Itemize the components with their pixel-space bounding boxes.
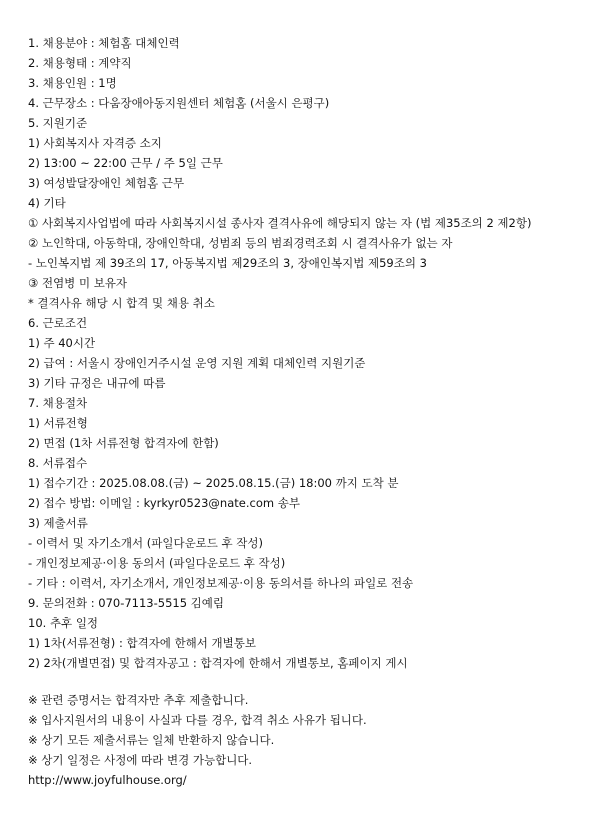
list-item: 1) 사회복지사 자격증 소지 [28,136,162,150]
section-heading: 6. 근로조건 [28,316,88,330]
list-item: 3) 여성발달장애인 체험홈 근무 [28,176,185,190]
note-line: ※ 입사지원서의 내용이 사실과 다를 경우, 합격 취소 사유가 됩니다. [28,713,367,727]
list-item: ① 사회복지사업법에 따라 사회복지시설 종사자 결격사유에 해당되지 않는 자 (법 제35조의 2 제2항) [28,216,532,230]
list-item: 2) 면접 (1차 서류전형 합격자에 한함) [28,436,219,450]
job-posting-document [28,33,588,790]
website-link[interactable]: http://www.joyfulhouse.org/ [28,773,187,787]
list-item: - 노인복지법 제 39조의 17, 아동복지법 제29조의 3, 장애인복지법 제59조의 3 [28,256,427,270]
field-line: 1. 채용분야 : 체험홈 대체인력 [28,36,180,50]
note-line: ※ 상기 일정은 사정에 따라 변경 가능합니다. [28,753,253,767]
section-heading: 10. 추후 일정 [28,616,99,630]
workplace-line: 4. 근무장소 : 다움장애아동지원센터 체험홈 (서울시 은평구) [28,96,330,110]
list-item: - 이력서 및 자기소개서 (파일다운로드 후 작성) [28,536,264,550]
list-item: 3) 제출서류 [28,516,88,530]
list-item: - 기타 : 이력서, 자기소개서, 개인정보제공·이용 동의서를 하나의 파일로 전송 [28,576,414,590]
list-item: ② 노인학대, 아동학대, 장애인학대, 성범죄 등의 범죄경력조회 시 결격사유가 없는 자 [28,236,453,250]
list-item: 4) 기타 [28,196,66,210]
section-heading: 8. 서류접수 [28,456,88,470]
list-item: 2) 2차(개별면접) 및 합격자공고 : 합격자에 한해서 개별통보, 홈페이지 게시 [28,656,408,670]
list-item: * 결격사유 해당 시 합격 및 채용 취소 [28,296,215,310]
list-item: - 개인정보제공·이용 동의서 (파일다운로드 후 작성) [28,556,286,570]
contact-line: 9. 문의전화 : 070-7113-5515 김예림 [28,596,225,610]
list-item: 1) 서류전형 [28,416,88,430]
list-item: 2) 급여 : 서울시 장애인거주시설 운영 지원 계획 대체인력 지원기준 [28,356,366,370]
headcount-line: 3. 채용인원 : 1명 [28,76,117,90]
spacer [28,673,588,690]
list-item: ③ 전염병 미 보유자 [28,276,128,290]
section-heading: 5. 지원기준 [28,116,88,130]
note-line: ※ 상기 모든 제출서류는 일체 반환하지 않습니다. [28,733,275,747]
list-item: 1) 1차(서류전형) : 합격자에 한해서 개별통보 [28,636,256,650]
list-item: 2) 13:00 ~ 22:00 근무 / 주 5일 근무 [28,156,223,170]
list-item: 3) 기타 규정은 내규에 따름 [28,376,166,390]
list-item: 1) 접수기간 : 2025.08.08.(금) ~ 2025.08.15.(금) 18:00 까지 도착 분 [28,476,399,490]
section-heading: 7. 채용절차 [28,396,88,410]
list-item: 1) 주 40시간 [28,336,96,350]
note-line: ※ 관련 증명서는 합격자만 추후 제출합니다. [28,693,249,707]
list-item: 2) 접수 방법: 이메일 : kyrkyr0523@nate.com 송부 [28,496,300,510]
employment-type-line: 2. 채용형태 : 계약직 [28,56,132,70]
